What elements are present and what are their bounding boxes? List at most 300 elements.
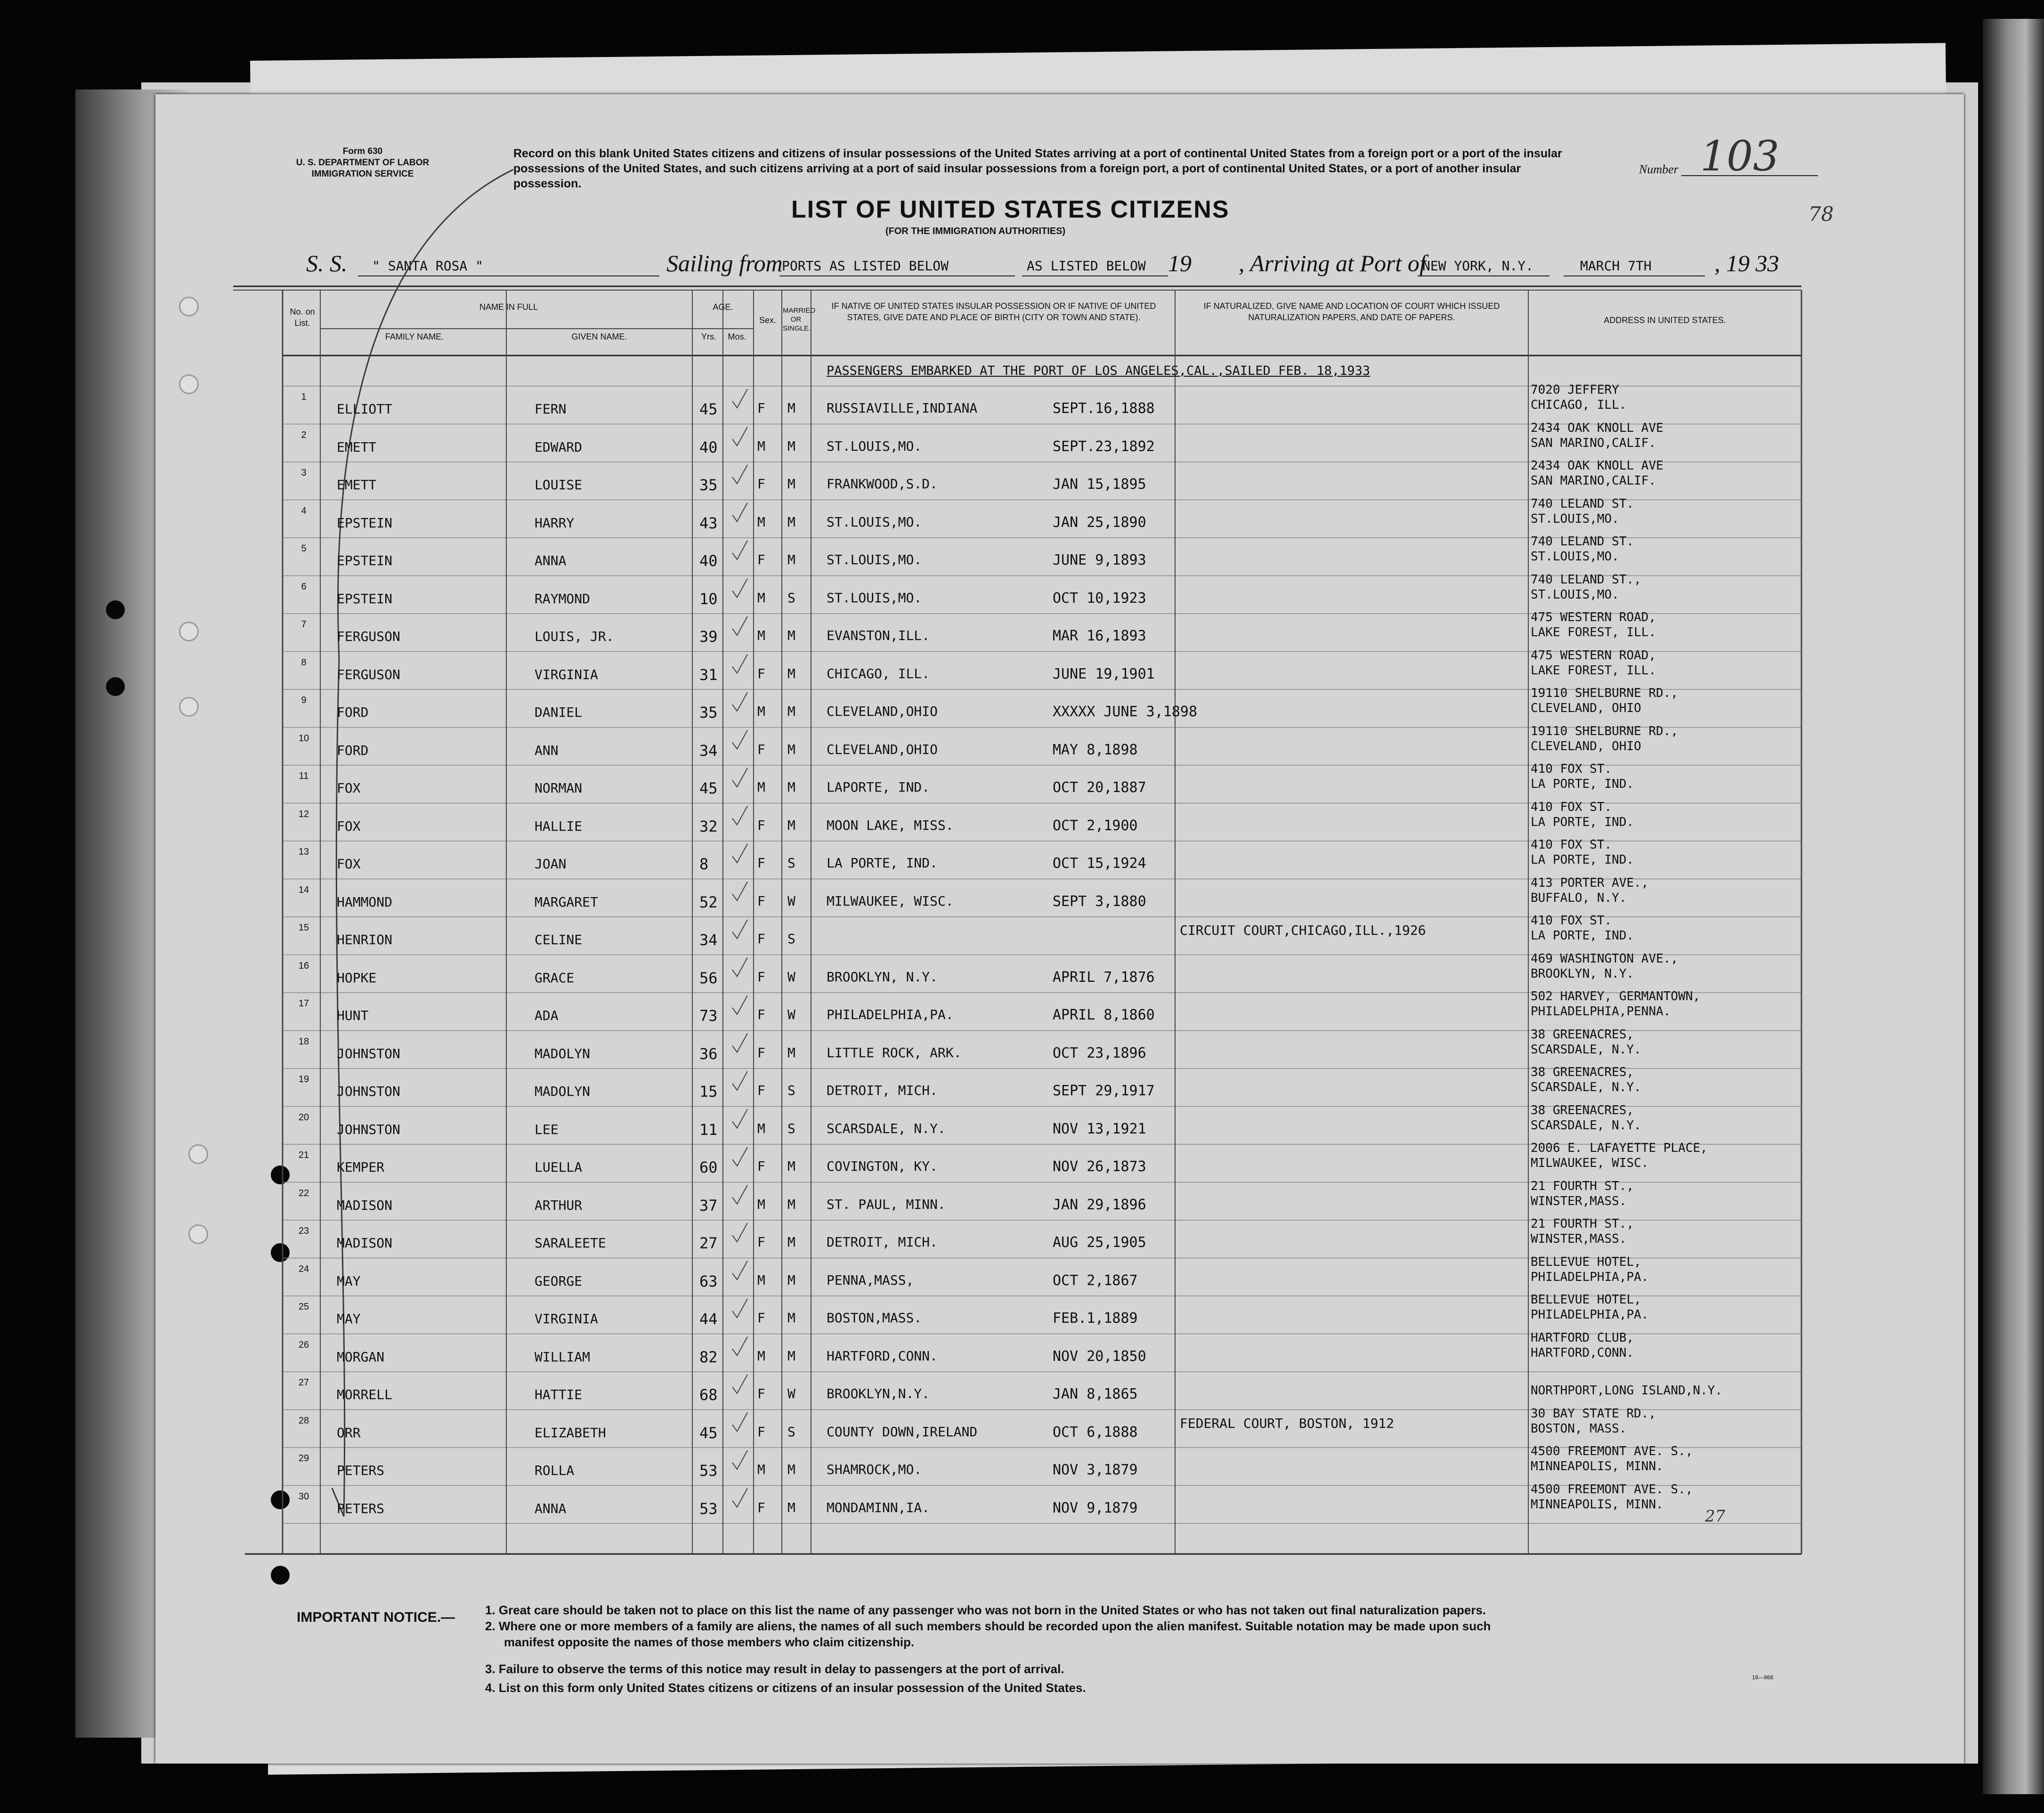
notice-item-2-cont: manifest opposite the names of those members who claim citizenship. [504,1635,915,1649]
page-title: LIST OF UNITED STATES CITIZENS [791,196,1230,223]
birth-date: OCT 23,1896 [1053,1044,1146,1061]
address-line-2: SCARSDALE, N.Y. [1531,1118,1641,1133]
check-mark [732,844,747,863]
birthplace: PHILADELPHIA,PA. [827,1007,954,1022]
check-mark [732,692,747,711]
check-mark [732,1034,747,1052]
row-number: 30 [298,1491,309,1502]
marital-status: M [787,1348,795,1364]
birthplace: SHAMROCK,MO. [827,1462,922,1477]
family-name: MADISON [337,1197,393,1213]
marital-status: M [787,704,795,719]
check-mark [732,920,747,939]
row-number: 6 [301,581,307,592]
birthplace: RUSSIAVILLE,INDIANA [827,400,978,416]
marital-status: M [787,817,795,833]
given-name: GEORGE [535,1273,583,1289]
address-line-2: WINSTER,MASS. [1531,1194,1627,1208]
address-line-1: 2006 E. LAFAYETTE PLACE, [1531,1141,1708,1155]
check-mark [732,541,747,559]
age-years: 40 [699,552,718,570]
age-years: 34 [699,931,718,949]
address-line-2: BUFFALO, N.Y. [1531,890,1627,905]
address-line-1: 2434 OAK KNOLL AVE [1531,459,1663,473]
age-years: 11 [699,1120,718,1139]
address-line-1: 7020 JEFFERY [1531,383,1619,397]
family-name: ORR [337,1424,361,1441]
family-name: MADISON [337,1235,393,1251]
given-name: LOUIS, JR. [535,629,614,644]
sex: F [757,931,765,947]
sex: M [757,704,765,719]
given-name: GRACE [535,970,575,986]
age-years: 60 [699,1158,718,1176]
marital-status: M [787,438,795,454]
row-number: 18 [298,1036,309,1047]
birth-date: NOV 13,1921 [1053,1120,1146,1137]
age-years: 40 [699,438,718,456]
sex: F [757,893,765,909]
sailing-date: AS LISTED BELOW [1027,258,1146,274]
address-line-1: 410 FOX ST. [1531,838,1612,852]
address-line-2: CLEVELAND, OHIO [1531,701,1641,715]
birthplace: ST. PAUL, MINN. [827,1196,946,1212]
family-name: JOHNSTON [337,1084,400,1099]
col-naturalization: IF NATURALIZED, GIVE NAME AND LOCATION OF COURT WHICH ISSUED NATURALIZATION PAPERS, AND DATE OF PAPERS. [1203,301,1500,322]
row-number: 5 [301,543,307,554]
year-prefix: 19 [1168,250,1192,276]
family-name: MAY [337,1273,361,1289]
sex: F [757,1386,765,1401]
marital-status: M [787,476,795,492]
given-name: VIRGINIA [535,1311,598,1327]
col-yrs: Yrs. [701,332,716,341]
sex: F [757,1234,765,1250]
birthplace: BROOKLYN,N.Y. [827,1386,930,1401]
birthplace: COVINGTON, KY. [827,1158,938,1174]
given-name: FERN [535,401,567,417]
arrival-year: , 19 33 [1714,250,1779,276]
family-name: FERGUSON [337,666,400,682]
address-line-2: MILWAUKEE, WISC. [1531,1156,1649,1170]
birthplace: PENNA,MASS, [827,1272,914,1288]
address-line-2: HARTFORD,CONN. [1531,1345,1634,1360]
family-name: JOHNSTON [337,1121,400,1137]
family-name: HENRION [337,932,393,947]
col-place-of-birth: IF NATIVE OF UNITED STATES INSULAR POSSESSION OR IF NATIVE OF UNITED STATES, GIVE DATE AND PLACE OF BIRTH (CITY OR TOWN AND STATE). [831,301,1156,322]
col-name-in-full: NAME IN FULL [479,302,538,312]
check-mark [732,655,747,673]
row-number: 13 [298,847,309,857]
given-name: MARGARET [535,894,598,910]
row-number: 9 [301,695,307,705]
marital-status: M [787,514,795,530]
row-number: 28 [298,1415,309,1426]
sex: M [757,1120,765,1136]
notice-item-4: 4. List on this form only United States citizens or citizens of an insular possession of the United States. [485,1681,1086,1695]
given-name: ELIZABETH [535,1424,606,1441]
col-mos: Mos. [728,332,746,341]
birth-date: APRIL 8,1860 [1053,1007,1155,1023]
given-name: CELINE [535,932,583,947]
address-line-2: BROOKLYN, N.Y. [1531,966,1634,981]
age-years: 45 [699,400,718,418]
family-name: HOPKE [337,970,377,986]
check-mark [732,768,747,787]
sex: F [757,817,765,833]
col-sex: Sex. [759,316,777,325]
birth-date: NOV 26,1873 [1053,1158,1146,1175]
address-line-1: 469 WASHINGTON AVE., [1531,951,1679,966]
birth-date: NOV 3,1879 [1053,1462,1138,1478]
given-name: MADOLYN [535,1084,591,1099]
marital-status: S [787,1424,795,1440]
row-number: 3 [301,468,307,478]
check-mark [732,465,747,484]
birthplace: ST.LOUIS,MO. [827,438,922,454]
row-number: 14 [298,884,309,895]
family-name: JOHNSTON [337,1045,400,1061]
marital-status: M [787,1272,795,1288]
sex: F [757,855,765,871]
birthplace: MILWAUKEE, WISC. [827,893,954,909]
family-name: MORRELL [337,1387,393,1402]
check-mark [732,1109,747,1128]
given-name: ANNA [535,1500,567,1516]
age-years: 45 [699,779,718,797]
sex: M [757,1462,765,1477]
address-line-2: LA PORTE, IND. [1531,815,1634,829]
birth-date: OCT 15,1924 [1053,855,1146,872]
age-years: 32 [699,817,718,835]
check-mark [732,1375,747,1393]
address-line-1: 475 WESTERN ROAD, [1531,648,1656,663]
address-line-2: LA PORTE, IND. [1531,777,1634,791]
address-line-2: MINNEAPOLIS, MINN. [1531,1497,1663,1512]
naturalization-court: CIRCUIT COURT,CHICAGO,ILL.,1926 [1180,923,1426,938]
sailing-label: Sailing from [666,250,783,276]
check-mark [732,1299,747,1318]
given-name: ANNA [535,553,567,568]
family-name: KEMPER [337,1159,385,1175]
birth-date: OCT 2,1900 [1053,817,1138,834]
family-name: ELLIOTT [337,401,393,417]
address-line-1: 410 FOX ST. [1531,800,1612,814]
address-line-1: BELLEVUE HOTEL, [1531,1255,1641,1269]
number-label: Number [1639,162,1679,176]
sex: M [757,514,765,530]
birth-date: SEPT.23,1892 [1053,438,1155,455]
sex: M [757,1272,765,1288]
given-name: HALLIE [535,818,583,834]
given-name: EDWARD [535,439,583,455]
birth-date: JAN 8,1865 [1053,1386,1138,1402]
address-line-1: BELLEVUE HOTEL, [1531,1293,1641,1307]
sex: M [757,1348,765,1364]
address-line-2: ST.LOUIS,MO. [1531,511,1619,526]
birthplace: ST.LOUIS,MO. [827,514,922,530]
col-age: AGE. [713,302,733,312]
family-name: EPSTEIN [337,515,393,531]
marital-status: M [787,552,795,567]
ship-label: S. S. [306,250,348,276]
marital-status: M [787,1234,795,1250]
family-name: PETERS [337,1500,385,1516]
marital-status: M [787,779,795,795]
given-name: MADOLYN [535,1045,591,1061]
check-mark [732,730,747,749]
marital-status: S [787,1083,795,1098]
address-line-1: 502 HARVEY, GERMANTOWN, [1531,989,1701,1004]
birthplace: CHICAGO, ILL. [827,665,930,681]
ship-name: " SANTA ROSA " [372,258,484,274]
marital-status: S [787,1120,795,1136]
birthplace: FRANKWOOD,S.D. [827,476,938,492]
check-mark [732,806,747,825]
family-name: EPSTEIN [337,553,393,568]
check-mark [732,1071,747,1090]
check-mark [732,958,747,977]
row-number: 8 [301,657,307,668]
check-mark [732,1450,747,1469]
given-name: SARALEETE [535,1235,606,1251]
birth-date: AUG 25,1905 [1053,1234,1146,1251]
row-number: 15 [298,923,309,933]
given-name: WILLIAM [535,1349,591,1365]
row-number: 12 [298,809,309,819]
birth-date: MAR 16,1893 [1053,628,1146,644]
birth-date: JUNE 9,1893 [1053,552,1146,568]
marital-status: M [787,1196,795,1212]
sex: F [757,552,765,567]
address-line-2: PHILADELPHIA,PENNA. [1531,1004,1671,1019]
address-line-1: 475 WESTERN ROAD, [1531,610,1656,624]
check-mark [732,427,747,446]
birth-date: OCT 6,1888 [1053,1424,1138,1441]
address-line-2: LAKE FOREST, ILL. [1531,663,1656,678]
sex: F [757,400,765,416]
family-name: MORGAN [337,1349,385,1365]
row-number: 1 [301,392,307,402]
arrival-date: MARCH 7TH [1580,258,1652,274]
birthplace: MOON LAKE, MISS. [827,817,954,833]
age-years: 56 [699,969,718,987]
given-name: DANIEL [535,704,583,720]
address-line-2: SCARSDALE, N.Y. [1531,1042,1641,1057]
service-name: IMMIGRATION SERVICE [311,169,414,179]
address-line-1: HARTFORD CLUB, [1531,1330,1634,1345]
age-years: 39 [699,628,718,646]
row-number: 17 [298,998,309,1009]
family-name: MAY [337,1311,361,1327]
check-mark [732,882,747,901]
age-years: 53 [699,1462,718,1480]
given-name: ADA [535,1008,559,1023]
marital-status: S [787,855,795,871]
family-name: FOX [337,780,361,796]
embarkation-note: PASSENGERS EMBARKED AT THE PORT OF LOS ANGELES,CAL.,SAILED FEB. 18,1933 [827,364,1371,378]
marital-status: M [787,400,795,416]
row-number: 11 [299,771,309,781]
page-number: 78 [1809,202,1834,226]
address-line-2: SCARSDALE, N.Y. [1531,1080,1641,1094]
sex: F [757,476,765,492]
address-line-2: LAKE FOREST, ILL. [1531,625,1656,639]
given-name: ANN [535,742,559,758]
row-number: 4 [301,505,307,516]
given-name: ARTHUR [535,1197,583,1213]
birthplace: BROOKLYN, N.Y. [827,969,938,985]
check-mark [732,1337,747,1356]
address-line-1: 38 GREENACRES, [1531,1103,1634,1117]
birthplace: LITTLE ROCK, ARK. [827,1044,962,1060]
row-number: 27 [298,1377,309,1388]
address-line-1: 4500 FREEMONT AVE. S., [1531,1482,1693,1497]
sex: M [757,628,765,643]
birthplace: MONDAMINN,IA. [827,1499,930,1515]
row-number: 20 [298,1112,309,1123]
given-name: LEE [535,1121,559,1137]
check-mark [732,503,747,522]
sex: F [757,1158,765,1174]
row-number: 19 [298,1074,309,1085]
address-line-1: 4500 FREEMONT AVE. S., [1531,1444,1693,1458]
family-name: FERGUSON [337,629,400,644]
birth-date: NOV 20,1850 [1053,1348,1146,1365]
check-mark [732,579,747,598]
age-years: 45 [699,1424,718,1442]
address-line-2: SAN MARINO,CALIF. [1531,436,1656,450]
birth-date: OCT 2,1867 [1053,1272,1138,1289]
birthplace: EVANSTON,ILL. [827,628,930,643]
family-name: FOX [337,856,361,872]
address-line-1: 2434 OAK KNOLL AVE [1531,421,1663,435]
age-years: 15 [699,1083,718,1101]
family-name: FOX [337,818,361,834]
birthplace: ST.LOUIS,MO. [827,552,922,567]
important-notice-label: IMPORTANT NOTICE.— [297,1610,455,1625]
marital-status: S [787,931,795,947]
row-number: 23 [298,1226,309,1236]
address-line-2: MINNEAPOLIS, MINN. [1531,1459,1663,1473]
age-years: 68 [699,1386,718,1404]
form-number: Form 630 [342,146,383,156]
col-address: ADDRESS IN UNITED STATES. [1604,316,1726,325]
age-years: 34 [699,741,718,760]
sex: F [757,665,765,681]
sex: M [757,438,765,454]
sex: M [757,1196,765,1212]
address-line-2: LA PORTE, IND. [1531,929,1634,943]
address-line-1: 30 BAY STATE RD., [1531,1406,1656,1421]
footer-code: 16—866 [1752,1674,1774,1681]
birth-date: NOV 9,1879 [1053,1499,1138,1516]
address-line-2: WINSTER,MASS. [1531,1232,1627,1246]
family-name: FORD [337,704,369,720]
address-line-2: CHICAGO, ILL. [1531,398,1627,412]
birth-date: OCT 20,1887 [1053,779,1146,796]
age-years: 44 [699,1310,718,1328]
address-line-2: PHILADELPHIA,PA. [1531,1270,1649,1284]
age-years: 43 [699,514,718,532]
given-name: NORMAN [535,780,583,796]
birth-date: JAN 25,1890 [1053,514,1146,531]
sailing-from: PORTS AS LISTED BELOW [782,258,949,274]
marital-status: W [787,1007,795,1022]
page-subtitle: (FOR THE IMMIGRATION AUTHORITIES) [885,226,1066,236]
given-name: HARRY [535,515,575,531]
birth-date: APRIL 7,1876 [1053,969,1155,986]
marital-status: M [787,1310,795,1326]
sex: M [757,590,765,606]
address-line-1: 740 LELAND ST., [1531,572,1641,587]
arrival-port: NEW YORK, N.Y. [1422,258,1534,274]
birth-date: SEPT.16,1888 [1053,400,1155,417]
birth-date: FEB.1,1889 [1053,1310,1138,1327]
age-years: 37 [699,1196,718,1214]
marital-status: W [787,1386,795,1401]
address-line-1: 410 FOX ST. [1531,914,1612,928]
address-line-2: BOSTON, MASS. [1531,1421,1627,1436]
birth-date: OCT 10,1923 [1053,590,1146,607]
sex: F [757,1007,765,1022]
age-years: 27 [699,1234,718,1252]
family-name: PETERS [337,1463,385,1478]
address-line-1: 740 LELAND ST. [1531,534,1634,549]
row-number: 2 [301,429,307,440]
marital-status: M [787,1044,795,1060]
marital-status: M [787,1499,795,1515]
col-married-single: MARRIED OR SINGLE. [783,307,816,332]
family-name: FORD [337,742,369,758]
record-instructions: Record on this blank United States citizens and citizens of insular possessions of the United States arriving at a port of continental United States from a foreign port or a port of the insular possessions of the United States, and such citizens arriving at a port of said insular possessions from a foreign port, a port of continental United States, or a port of another insular possession. [513,147,1562,190]
address-line-2: ST.LOUIS,MO. [1531,550,1619,564]
sex: F [757,741,765,757]
marital-status: M [787,741,795,757]
check-mark [732,1489,747,1507]
department-name: U. S. DEPARTMENT OF LABOR [296,158,430,168]
check-mark [732,1223,747,1242]
row-number: 26 [298,1339,309,1350]
age-years: 10 [699,590,718,608]
check-mark [732,996,747,1014]
sex: F [757,969,765,985]
row-number: 29 [298,1453,309,1464]
birth-date: JUNE 19,1901 [1053,665,1155,682]
sex: F [757,1310,765,1326]
marital-status: W [787,969,795,985]
sex: F [757,1083,765,1098]
address-line-1: 410 FOX ST. [1531,762,1612,776]
given-name: RAYMOND [535,591,591,607]
birthplace: ST.LOUIS,MO. [827,590,922,606]
notice-item-2: 2. Where one or more members of a family are aliens, the names of all such members should be recorded upon the alien manifest. Suitable notation may be made upon such [485,1619,1491,1633]
family-name: EPSTEIN [337,591,393,607]
age-years: 63 [699,1272,718,1290]
age-years: 52 [699,893,718,911]
address-line-1: 38 GREENACRES, [1531,1065,1634,1079]
address-line-1: 413 PORTER AVE., [1531,875,1649,890]
family-name: EMETT [337,477,377,493]
age-years: 82 [699,1348,718,1366]
marginal-note: 27 [1705,1507,1726,1526]
col-given-name: GIVEN NAME. [571,332,627,341]
address-line-2: ST.LOUIS,MO. [1531,587,1619,602]
address-line-1: 740 LELAND ST. [1531,496,1634,511]
birth-date: SEPT 3,1880 [1053,893,1146,910]
given-name: ROLLA [535,1463,575,1478]
row-number: 16 [298,960,309,971]
